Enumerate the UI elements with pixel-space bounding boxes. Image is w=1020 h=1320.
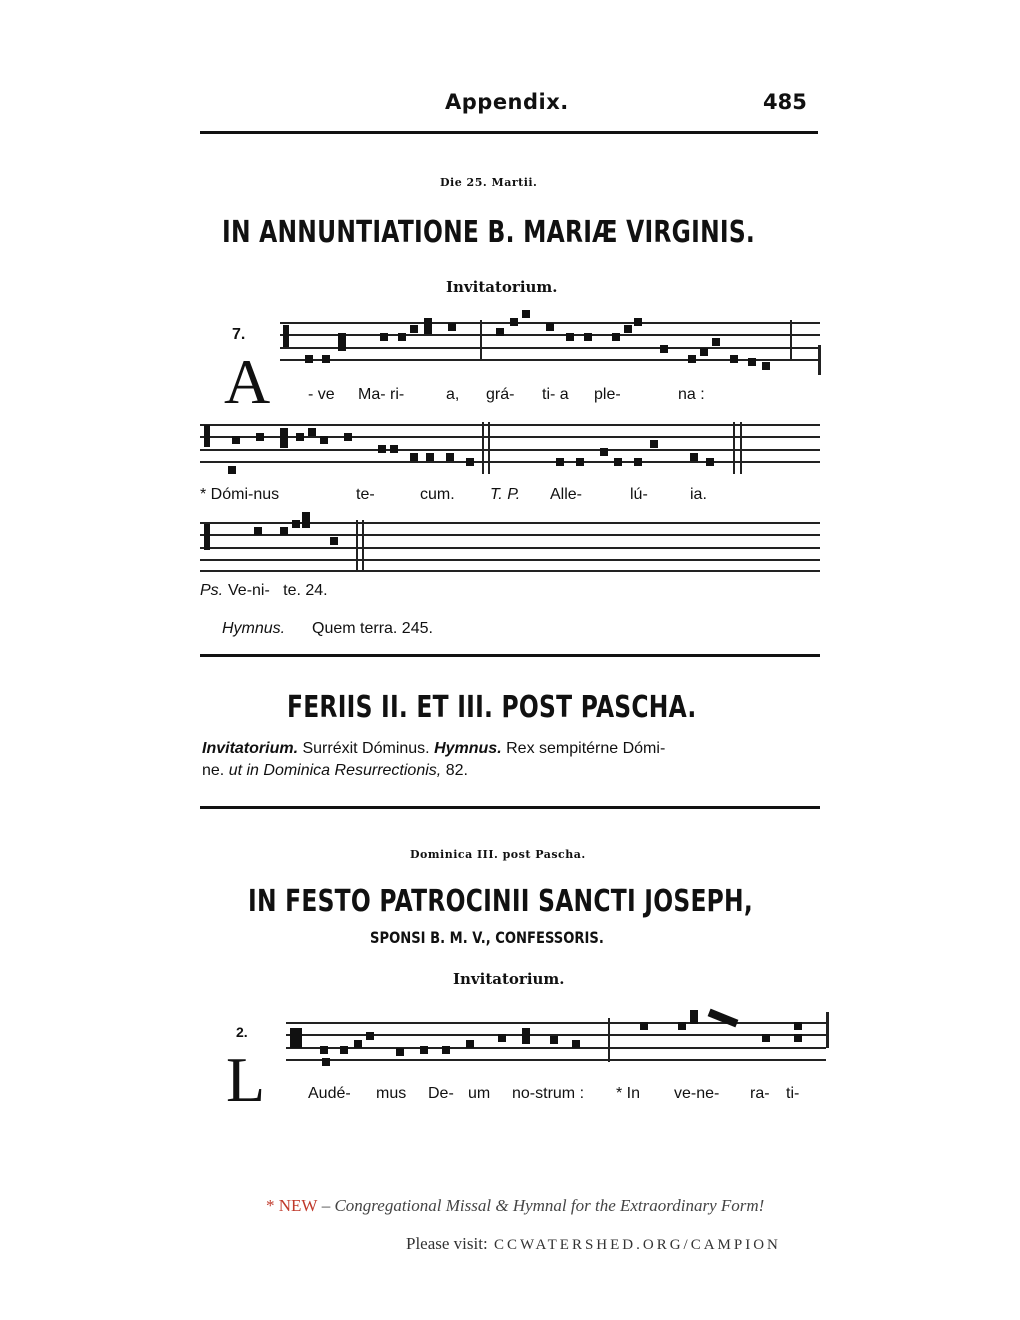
feast-subtitle-joseph: SPONSI B. M. V., CONFESSORIS. [370, 928, 604, 947]
feast-title-annunciation: IN ANNUNTIATIONE B. MARIÆ VIRGINIS. [222, 215, 756, 250]
campion-link[interactable]: CCWATERSHED.ORG/CAMPION [493, 1237, 781, 1253]
drop-initial-a: A [224, 346, 271, 417]
section-rule-2 [200, 806, 820, 809]
mode-number: 7. [232, 326, 246, 343]
section-rule-1 [200, 654, 820, 657]
visit-line: Please visit: CCWATERSHED.ORG/CAMPION [406, 1234, 781, 1253]
invitatorium-label: Invitatorium. [446, 278, 558, 296]
drop-initial-l: L [226, 1044, 266, 1115]
hymn-text: Quem terra. 245. [312, 620, 433, 637]
running-title: Appendix. [445, 90, 569, 114]
mode-number-joseph: 2. [236, 1024, 248, 1040]
feast-date: Die 25. Martii. [440, 176, 538, 189]
hymn-label: Hymnus. [222, 620, 286, 637]
psalm-text: Ve-ni- te. 24. [228, 582, 328, 599]
header-rule [200, 131, 818, 134]
feriis-rubric: Invitatorium. Surréxit Dóminus. Hymnus. Rex sempitérne Dómi- ne. ut in Dominica Resurrectionis, 82. [202, 740, 666, 780]
invitatorium-label-joseph: Invitatorium. [453, 970, 565, 988]
psalm-label: Ps. [200, 582, 224, 599]
promo-line: * NEW – Congregational Missal & Hymnal for the Extraordinary Form! [266, 1196, 765, 1215]
feast-date-joseph: Dominica III. post Pascha. [410, 848, 586, 861]
page-number: 485 [763, 90, 807, 114]
feast-title-feriis: FERIIS II. ET III. POST PASCHA. [287, 690, 697, 725]
feast-title-joseph: IN FESTO PATROCINII SANCTI JOSEPH, [248, 884, 754, 919]
